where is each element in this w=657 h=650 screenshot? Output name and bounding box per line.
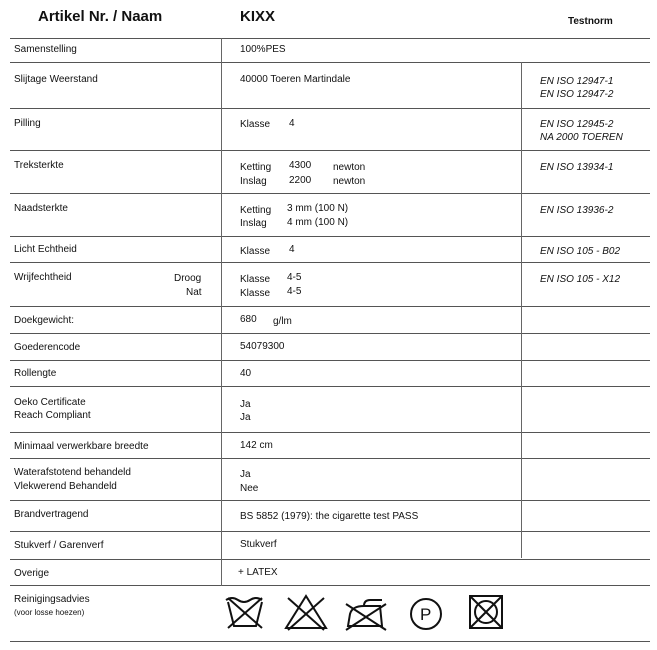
treksterkte-ketting-value: 4300	[289, 160, 312, 171]
label-oeko: Oeko Certificate	[14, 397, 86, 408]
label-pilling: Pilling	[14, 118, 41, 129]
label-brandvertragend: Brandvertragend	[14, 509, 89, 520]
norm-pilling-1: EN ISO 12945-2	[540, 119, 614, 130]
label-reinigingsadvies: Reinigingsadvies	[14, 594, 90, 605]
no-washing-icon	[226, 598, 262, 628]
wrijf-nat-klasse: Klasse	[240, 288, 271, 299]
label-treksterkte: Treksterkte	[14, 160, 64, 171]
wrijf-droog: Droog	[174, 273, 202, 284]
naadsterkte-inslag: Inslag	[240, 218, 267, 229]
label-waterafstotend: Waterafstotend behandeld	[14, 467, 131, 478]
norm-pilling-2: NA 2000 TOEREN	[540, 132, 623, 143]
value-goederencode: 54079300	[240, 341, 285, 352]
label-rollengte: Rollengte	[14, 368, 57, 379]
product-name: KIXX	[240, 8, 276, 25]
wrijf-droog-value: 4-5	[287, 272, 302, 283]
care-symbols	[224, 592, 524, 632]
treksterkte-ketting-unit: newton	[333, 162, 366, 173]
treksterkte-inslag-unit: newton	[333, 176, 366, 187]
wrijf-droog-klasse: Klasse	[240, 274, 271, 285]
label-reach: Reach Compliant	[14, 410, 91, 421]
value-brandvertragend: BS 5852 (1979): the cigarette test PASS	[240, 511, 419, 522]
treksterkte-ketting: Ketting	[240, 162, 272, 173]
value-reach: Ja	[240, 412, 251, 423]
value-pilling: 4	[289, 118, 295, 129]
label-slijtage: Slijtage Weerstand	[14, 74, 98, 85]
value-slijtage: 40000 Toeren Martindale	[240, 74, 351, 85]
value-waterafstotend: Ja	[240, 469, 251, 480]
naadsterkte-inslag-value: 4 mm (100 N)	[287, 217, 349, 228]
label-doekgewicht: Doekgewicht:	[14, 315, 75, 326]
testnorm-header: Testnorm	[568, 16, 613, 27]
treksterkte-inslag-value: 2200	[289, 175, 312, 186]
label-vlekwerend: Vlekwerend Behandeld	[14, 481, 117, 492]
norm-slijtage-2: EN ISO 12947-2	[540, 89, 614, 100]
no-bleach-icon	[286, 596, 326, 630]
norm-treksterkte: EN ISO 13934-1	[540, 162, 614, 173]
value-samenstelling: 100%PES	[240, 44, 286, 55]
naadsterkte-ketting: Ketting	[240, 205, 272, 216]
label-goederencode: Goederencode	[14, 342, 81, 353]
norm-slijtage-1: EN ISO 12947-1	[540, 76, 614, 87]
value-breedte: 142 cm	[240, 440, 273, 451]
value-rollengte: 40	[240, 368, 252, 379]
label-breedte: Minimaal verwerkbare breedte	[14, 441, 149, 452]
wrijf-nat-value: 4-5	[287, 286, 302, 297]
naadsterkte-ketting-value: 3 mm (100 N)	[287, 203, 349, 214]
norm-naadsterkte: EN ISO 13936-2	[540, 205, 614, 216]
no-tumble-dry-icon	[470, 596, 502, 628]
label-licht: Licht Echtheid	[14, 244, 77, 255]
article-name-header: Artikel Nr. / Naam	[38, 8, 163, 25]
value-vlekwerend: Nee	[240, 483, 259, 494]
treksterkte-inslag: Inslag	[240, 176, 267, 187]
label-overige: Overige	[14, 568, 50, 579]
label-losse-hoezen: (voor losse hoezen)	[14, 608, 85, 617]
unit-doekgewicht: g/lm	[273, 316, 292, 327]
value-oeko: Ja	[240, 399, 251, 410]
value-stukverf: Stukverf	[240, 539, 277, 550]
value-doekgewicht: 680	[240, 314, 257, 325]
wrijf-nat: Nat	[186, 287, 202, 298]
label-samenstelling: Samenstelling	[14, 44, 77, 55]
label-naadsterkte: Naadsterkte	[14, 203, 68, 214]
value-licht: 4	[289, 244, 295, 255]
no-ironing-icon	[346, 600, 386, 630]
value-pilling-klasse: Klasse	[240, 119, 271, 130]
value-licht-klasse: Klasse	[240, 246, 271, 257]
label-stukverf: Stukverf / Garenverf	[14, 540, 104, 551]
dry-clean-letter: P	[420, 605, 432, 624]
norm-licht: EN ISO 105 - B02	[540, 246, 621, 257]
norm-wrijf: EN ISO 105 - X12	[540, 274, 621, 285]
value-overige: + LATEX	[238, 567, 278, 578]
label-wrijf: Wrijfechtheid	[14, 272, 72, 283]
